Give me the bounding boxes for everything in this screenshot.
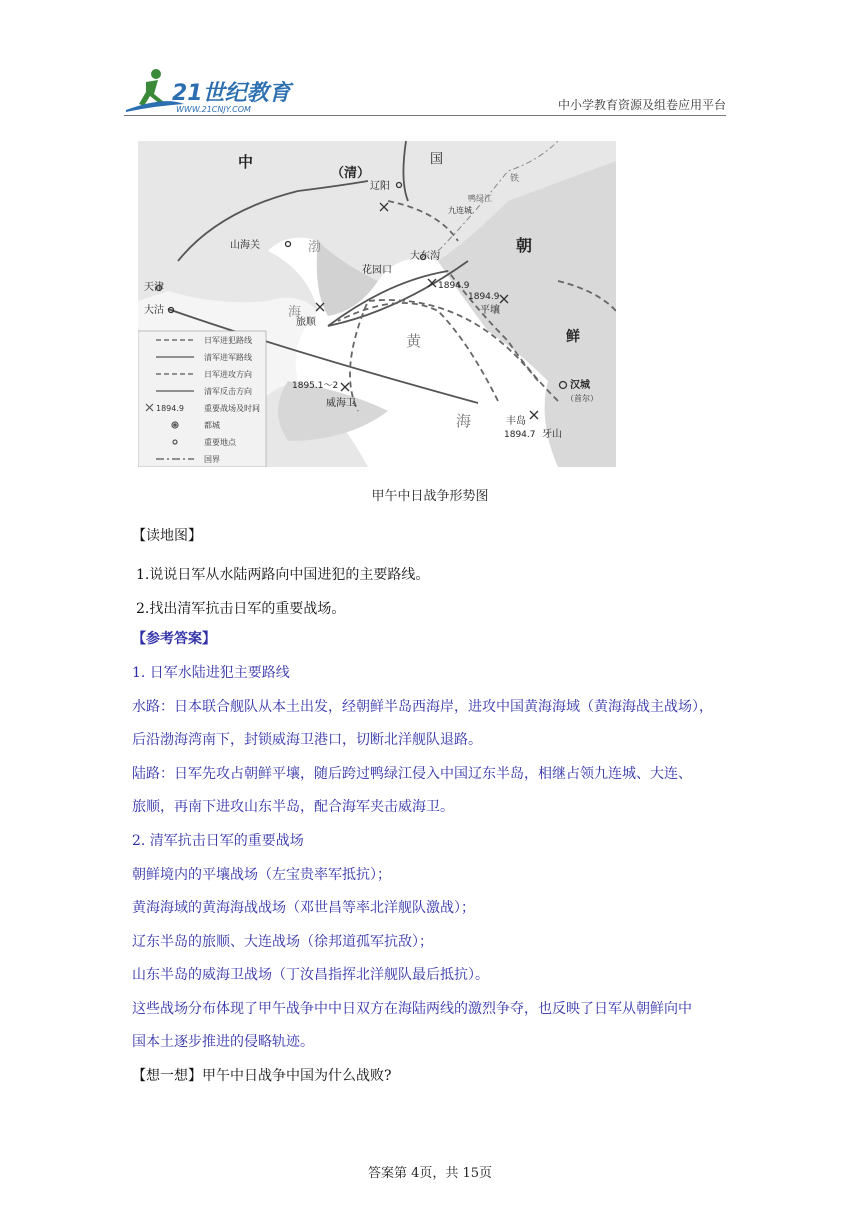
svg-text:1894.7: 1894.7 [504, 430, 536, 440]
think-question: 【想一想】甲午中日战争中国为什么战败? [132, 1068, 392, 1084]
svg-text:重要地点: 重要地点 [204, 438, 236, 447]
svg-text:都城: 都城 [204, 421, 220, 430]
answer-1-land-line-2: 旅顺，再南下进攻山东半岛，配合海军夹击威海卫。 [132, 799, 454, 815]
svg-text:日军进犯路线: 日军进犯路线 [204, 336, 252, 345]
svg-text:国: 国 [430, 152, 444, 167]
header-divider [124, 115, 726, 116]
svg-text:鲜: 鲜 [566, 329, 580, 345]
svg-text:辽阳: 辽阳 [370, 181, 390, 192]
svg-text:汉城: 汉城 [570, 380, 590, 391]
answer-2-summary-line-1: 这些战场分布体现了甲午战争中中日双方在海陆两线的激烈争夺，也反映了日军从朝鲜向中 [132, 1001, 692, 1017]
answer-1-land-line-1: 陆路：日军先攻占朝鲜平壤，随后跨过鸭绿江侵入中国辽东半岛，相继占领九连城、大连、 [132, 766, 692, 782]
svg-text:清军反击方向: 清军反击方向 [204, 387, 252, 396]
svg-text:1894.9: 1894.9 [156, 404, 184, 413]
question-2: 2.找出清军抗击日军的重要战场。 [136, 601, 346, 617]
svg-text:（首尔）: （首尔） [566, 394, 598, 403]
svg-text:牙山: 牙山 [542, 429, 562, 440]
svg-text:国界: 国界 [204, 455, 220, 464]
svg-text:大沽: 大沽 [144, 305, 164, 316]
svg-text:中: 中 [238, 153, 254, 171]
answer-heading: 【参考答案】 [132, 631, 216, 647]
question-1: 1.说说日军从水陆两路向中国进犯的主要路线。 [136, 567, 430, 583]
answer-1-water-line-2: 后沿渤海湾南下，封锁威海卫港口，切断北洋舰队退路。 [132, 732, 482, 748]
answer-1-title: 1. 日军水陆进犯主要路线 [132, 665, 290, 681]
svg-text:重要战场及时间: 重要战场及时间 [204, 404, 260, 413]
svg-text:渤: 渤 [308, 240, 322, 255]
svg-text:丰岛: 丰岛 [506, 416, 526, 427]
svg-text:1894.9: 1894.9 [468, 292, 500, 302]
svg-text:铁: 铁 [510, 174, 520, 184]
svg-text:威海卫: 威海卫 [326, 398, 356, 409]
answer-2-item-2: 黄海海域的黄海海战战场（邓世昌等率北洋舰队激战）； [132, 900, 475, 916]
logo-21cnjy [124, 66, 294, 114]
svg-text:日军进攻方向: 日军进攻方向 [204, 370, 252, 379]
svg-text:鸭绿江: 鸭绿江 [468, 194, 492, 203]
svg-text:天津: 天津 [144, 282, 164, 293]
read-map-heading: 【读地图】 [132, 528, 202, 544]
svg-text:朝: 朝 [516, 236, 533, 255]
answer-1-water-line-1: 水路：日本联合舰队从本土出发，经朝鲜半岛西海岸，进攻中国黄海海域（黄海海战主战场）， [132, 699, 713, 715]
svg-text:海: 海 [456, 412, 472, 430]
svg-text:21世纪教育: 21世纪教育 [172, 81, 291, 106]
platform-name: 中小学教育资源及组卷应用平台 [557, 98, 726, 112]
svg-text:大东沟: 大东沟 [410, 251, 440, 262]
map-caption: 甲午中日战争形势图 [371, 489, 489, 504]
svg-text:WWW.21CNJY.COM: WWW.21CNJY.COM [176, 105, 251, 114]
svg-text:（清）: （清） [331, 166, 371, 181]
answer-2-summary-line-2: 国本土逐步推进的侵略轨迹。 [132, 1034, 314, 1050]
svg-text:1894.9: 1894.9 [438, 281, 470, 291]
svg-text:平壤: 平壤 [480, 305, 500, 316]
svg-text:山海关: 山海关 [230, 240, 260, 251]
answer-2-item-1: 朝鲜境内的平壤战场（左宝贵率军抵抗）； [132, 867, 391, 883]
answer-2-item-3: 辽东半岛的旅顺、大连战场（徐邦道孤军抗敌）； [132, 934, 433, 950]
svg-text:海: 海 [288, 305, 302, 320]
page-footer: 答案第 4页，共 15页 [367, 1166, 493, 1181]
sino-japanese-war-map [138, 141, 616, 467]
svg-text:黄: 黄 [406, 332, 422, 350]
answer-2-item-4: 山东半岛的威海卫战场（丁汝昌指挥北洋舰队最后抵抗）。 [132, 967, 489, 983]
answer-2-title: 2. 清军抗击日军的重要战场 [132, 833, 304, 849]
svg-text:1895.1～2: 1895.1～2 [292, 381, 339, 391]
svg-text:旅顺: 旅顺 [296, 317, 316, 328]
svg-text:九连城: 九连城 [448, 206, 472, 215]
svg-text:清军进军路线: 清军进军路线 [204, 353, 252, 362]
map-legend [138, 331, 266, 467]
svg-text:花园口: 花园口 [362, 265, 392, 276]
page-header [124, 66, 726, 118]
